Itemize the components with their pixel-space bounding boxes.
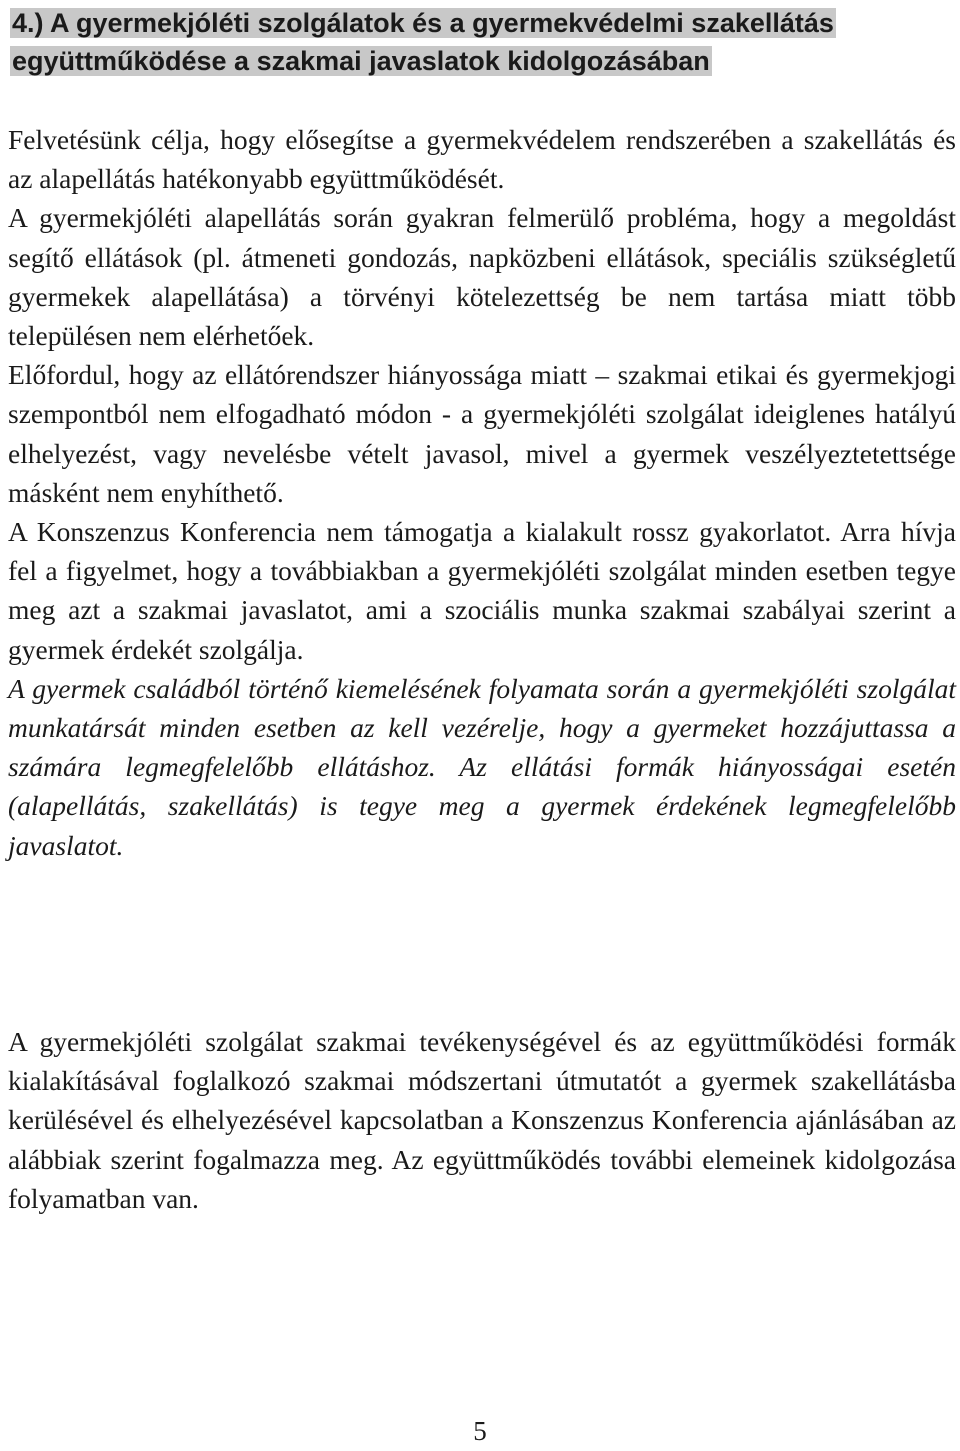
- sentence-italic-guidance: A gyermek családból történő kiemelésének folyamata során a gyermekjóléti szolgálat munkatársát minden esetben az kell vezérelje, hogy a gyermeket hozzájuttassa a számára legmegfelelőbb ellátáshoz. Az ellátási formák hiányosságai esetén (alapellátás, szakellátás) is tegye meg a gyermek érdekének legmegfelelőbb javaslatot.: [8, 672, 956, 861]
- sentence-occurrence: Előfordul, hogy az ellátórendszer hiányossága miatt – szakmai etikai és gyermekjogi szempontból nem elfogadható módon - a gyermekjóléti szolgálat ideiglenes hatályú elhelyezést, vagy nevelésbe vételt javasol, mivel a gyermek veszélyeztetettsége másként nem enyhíthető.: [8, 359, 956, 508]
- paragraph-methodology: A gyermekjóléti szolgálat szakmai tevékenységével és az együttműködési formák kialakításával foglalkozó szakmai módszertani útmutatót a gyermek szakellátásba kerülésével és elhelyezésével kapcsolatban a Konszenzus Konferencia ajánlásában az alábbiak szerint fogalmazza meg. Az együttműködés további elemeinek kidolgozása folyamatban van.: [8, 1026, 956, 1214]
- page-number: 5: [473, 1416, 487, 1446]
- section-heading-text: 4.) A gyermekjóléti szolgálatok és a gyermekvédelmi szakellátás együttműködése a szakmai javaslatok kidolgozásában: [12, 8, 834, 76]
- sentence-purpose: Felvetésünk célja, hogy elősegítse a gyermekvédelem rendszerében a szakellátás és az alapellátás hatékonyabb együttműködését.: [8, 124, 956, 195]
- sentence-problem: A gyermekjóléti alapellátás során gyakran felmerülő probléma, hogy a megoldást segítő ellátások (pl. átmeneti gondozás, napközbeni ellátások, speciális szükségletű gyermekek alapellátása) a törvényi kötelezettség be nem tartása miatt több településen nem elérhetőek.: [8, 202, 956, 352]
- sentence-conference-position: A Konszenzus Konferencia nem támogatja a kialakult rossz gyakorlatot. Arra hívja fel a figyelmet, hogy a továbbiakban a gyermekjóléti szolgálat minden esetben tegye meg azt a szakmai javaslatot, ami a szociális munka szakmai szabályai szerint a gyermek érdekét szolgálja.: [8, 516, 956, 665]
- paragraph-intro: [8, 120, 956, 865]
- section-heading: [10, 4, 950, 80]
